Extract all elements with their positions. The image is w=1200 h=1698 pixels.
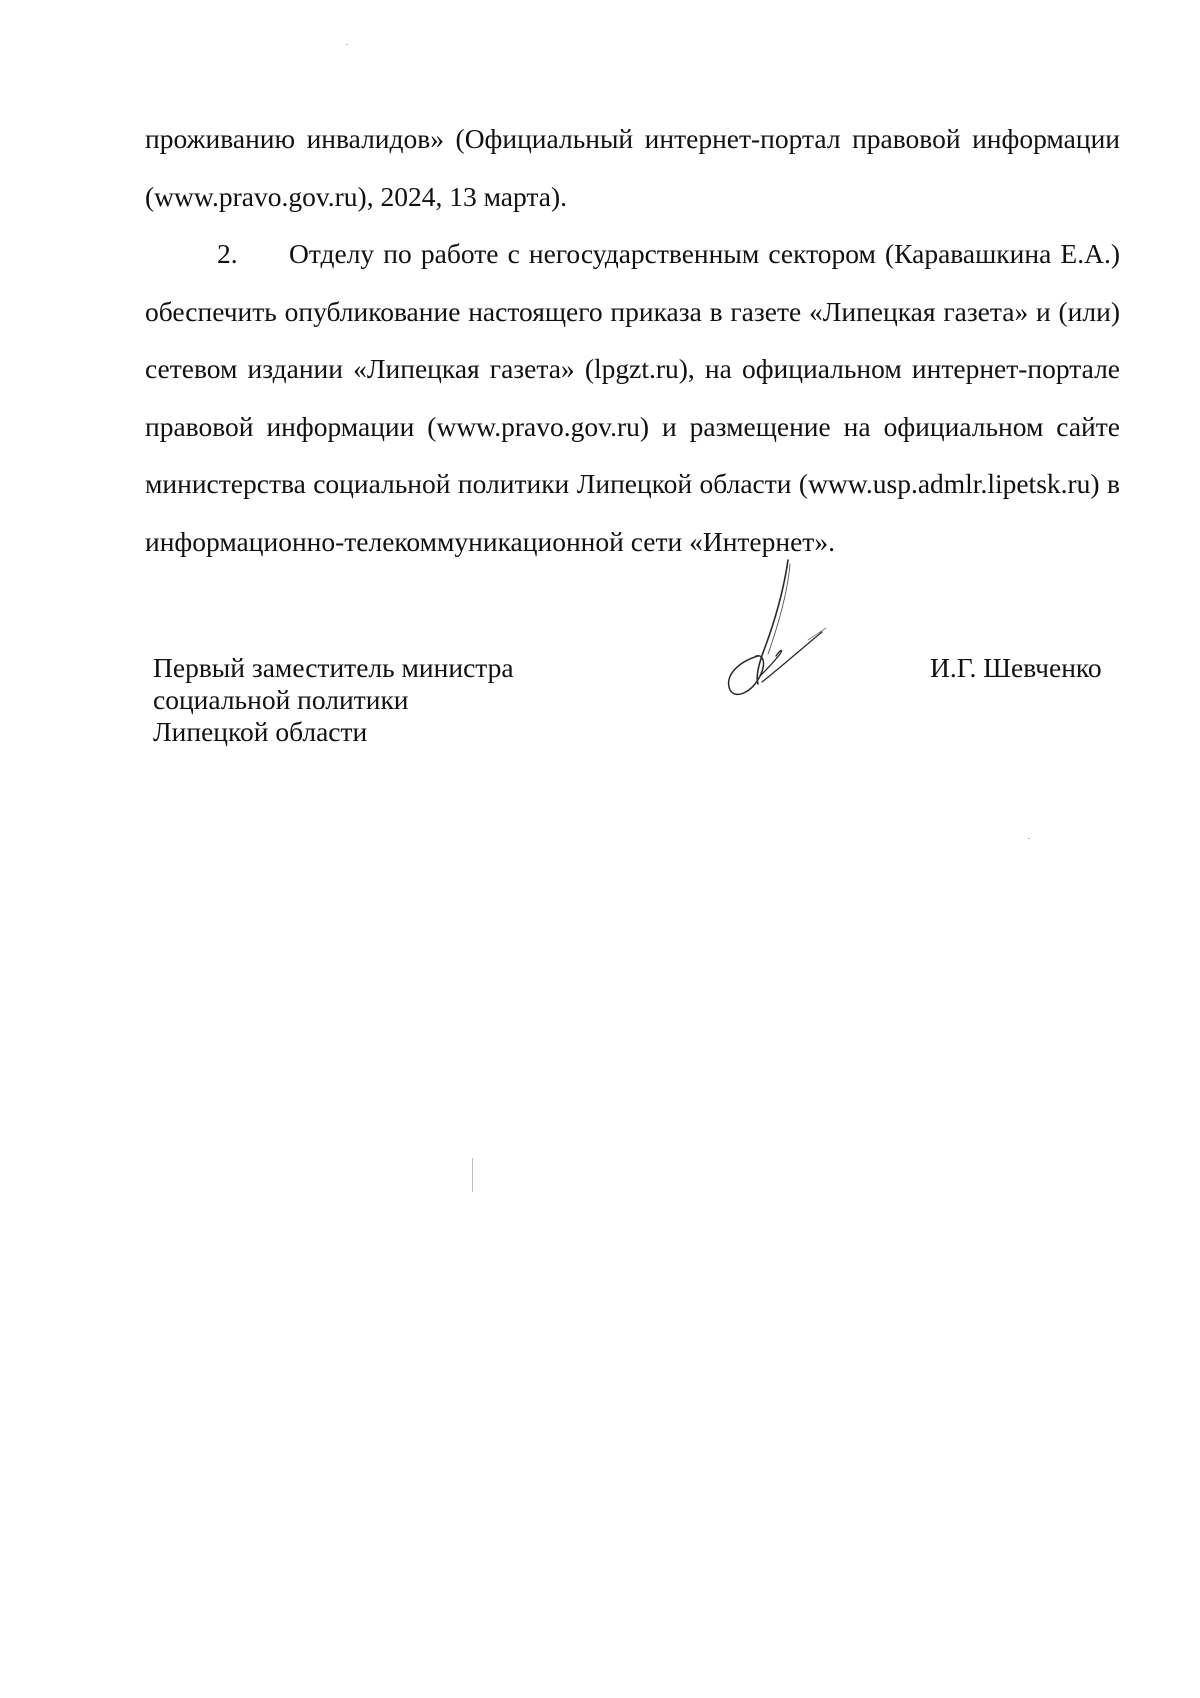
document-body [145, 110, 1120, 570]
signatory-name: И.Г. Шевченко [930, 652, 1102, 683]
scan-artifact [472, 1158, 473, 1192]
paragraph-text: проживанию инвалидов» (Официальный интернет-портал правовой информации (www.pravo.gov.ru), 2024, 13 марта). [145, 123, 1120, 212]
paragraph-text: Отделу по работе с негосударственным сектором (Каравашкина Е.А.) обеспечить опубликование настоящего приказа в газете «Липецкая газета» и (или) сетевом издании «Липецкая газета» (lpgzt.ru), на официальном интернет-портале правовой информации (www.pravo.gov.ru) и размещение на официальном сайте министерства социальной политики Липецкой области (www.usp.admlr.lipetsk.ru) в информационно-телекоммуникационной сети «Интернет». [145, 238, 1120, 557]
signatory-position-line: социальной политики [153, 684, 409, 715]
scan-artifact [1028, 838, 1030, 839]
paragraph-number: 2. [217, 238, 238, 269]
signatory-position-line: Липецкой области [153, 716, 368, 747]
paragraph-continued [145, 110, 1120, 225]
handwritten-signature [718, 558, 828, 718]
signatory-position [153, 652, 514, 748]
scan-artifact [346, 44, 348, 45]
signatory-position-line: Первый заместитель министра [153, 652, 514, 683]
paragraph-2 [145, 225, 1120, 570]
